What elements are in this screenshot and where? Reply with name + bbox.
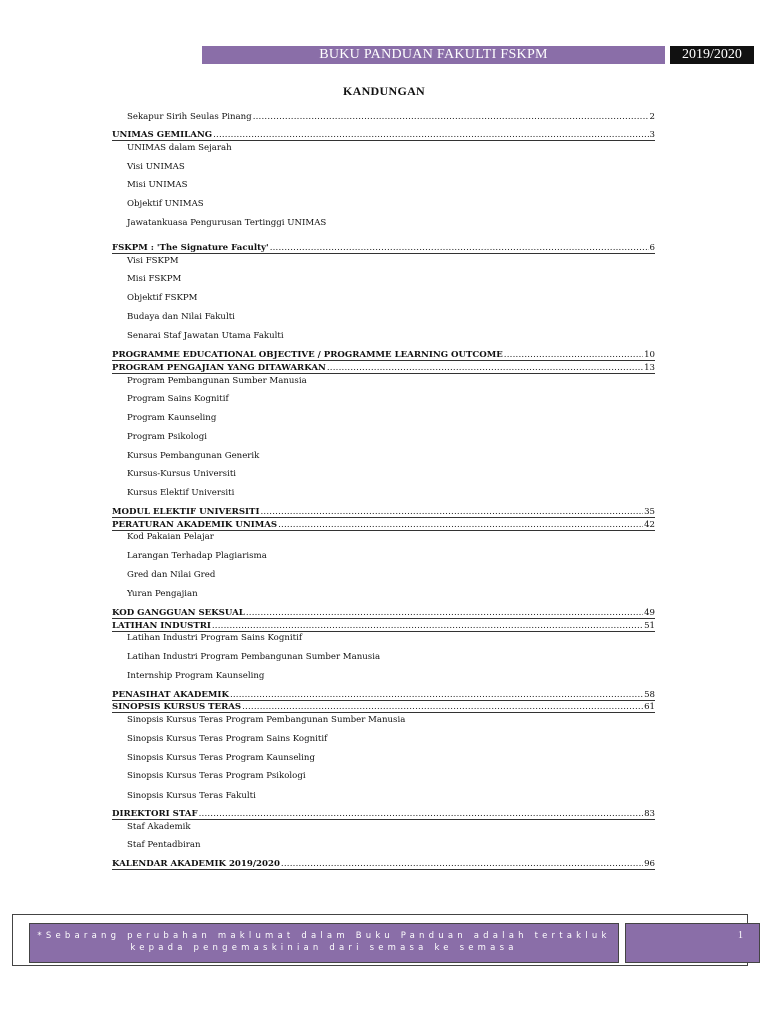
footer-note-line2: kepada pengemaskinian dari semasa ke semasa <box>130 943 518 953</box>
toc-section-page: 49 <box>644 608 655 618</box>
toc-item[interactable]: Sinopsis Kursus Teras Program Pembangunan Sumber Manusia <box>127 715 406 725</box>
toc-section-modul-elektif[interactable] <box>112 506 655 518</box>
footer-page-number: 1 <box>625 923 760 963</box>
toc-section-penasihat-akademik[interactable] <box>112 689 655 701</box>
toc-section-label: PENASIHAT AKADEMIK <box>112 690 229 700</box>
toc-item[interactable]: Kod Pakaian Pelajar <box>127 532 214 542</box>
toc-item[interactable]: Program Kaunseling <box>127 413 217 423</box>
toc-section-direktori-staf[interactable] <box>112 808 655 820</box>
toc-entry-sekapur[interactable] <box>127 111 655 123</box>
toc-section-fskpm[interactable] <box>112 242 655 254</box>
toc-section-label: PROGRAMME EDUCATIONAL OBJECTIVE / PROGRAMME LEARNING OUTCOME <box>112 350 503 360</box>
toc-section-unimas-gemilang[interactable] <box>112 129 655 141</box>
toc-section-label: DIREKTORI STAF <box>112 809 198 819</box>
toc-item[interactable]: Program Sains Kognitif <box>127 394 229 404</box>
toc-item[interactable]: Latihan Industri Program Pembangunan Sumber Manusia <box>127 652 381 662</box>
toc-section-label: MODUL ELEKTIF UNIVERSITI <box>112 507 260 517</box>
toc-section-page: 83 <box>644 809 655 819</box>
footer-note-line1: *Sebarang perubahan maklumat dalam Buku Panduan adalah tertakluk <box>37 931 611 941</box>
toc-item[interactable]: Staf Akademik <box>127 822 191 832</box>
toc-section-label: LATIHAN INDUSTRI <box>112 621 211 631</box>
toc-item[interactable]: Yuran Pengajian <box>127 589 198 599</box>
toc-section-label: UNIMAS GEMILANG <box>112 130 213 140</box>
toc-section-kalendar-akademik[interactable] <box>112 858 655 870</box>
toc-item[interactable]: Sinopsis Kursus Teras Fakulti <box>127 791 256 801</box>
toc-section-page: 61 <box>644 702 655 712</box>
toc-entry-page: 2 <box>649 112 655 122</box>
toc-item[interactable]: Latihan Industri Program Sains Kognitif <box>127 633 303 643</box>
toc-item[interactable]: Gred dan Nilai Gred <box>127 570 216 580</box>
toc-section-label: KALENDAR AKADEMIK 2019/2020 <box>112 859 280 869</box>
toc-item[interactable]: Program Psikologi <box>127 432 207 442</box>
toc-item[interactable]: Misi UNIMAS <box>127 180 188 190</box>
toc-section-page: 42 <box>644 520 655 530</box>
toc-item[interactable]: Jawatankuasa Pengurusan Tertinggi UNIMAS <box>127 218 327 228</box>
toc-section-program-pengajian[interactable] <box>112 362 655 374</box>
toc-section-page: 6 <box>649 243 655 253</box>
toc-section-sinopsis-kursus[interactable] <box>112 701 655 713</box>
toc-section-label: PROGRAM PENGAJIAN YANG DITAWARKAN <box>112 363 326 373</box>
toc-section-label: FSKPM : 'The Signature Faculty' <box>112 243 269 253</box>
toc-section-label: KOD GANGGUAN SEKSUAL <box>112 608 245 618</box>
toc-entry-label: Sekapur Sirih Seulas Pinang <box>127 112 252 122</box>
toc-item[interactable]: Visi UNIMAS <box>127 162 185 172</box>
toc-item[interactable]: Objektif FSKPM <box>127 293 198 303</box>
toc-item[interactable]: Sinopsis Kursus Teras Program Sains Kognitif <box>127 734 328 744</box>
toc-section-label: PERATURAN AKADEMIK UNIMAS <box>112 520 278 530</box>
footer-note <box>29 923 619 963</box>
toc-item[interactable]: Sinopsis Kursus Teras Program Kaunseling <box>127 753 315 763</box>
toc-item[interactable]: Staf Pentadbiran <box>127 840 201 850</box>
toc-item[interactable]: Internship Program Kaunseling <box>127 671 265 681</box>
toc-section-page: 35 <box>644 507 655 517</box>
toc-item[interactable]: Objektif UNIMAS <box>127 199 204 209</box>
toc-item[interactable]: UNIMAS dalam Sejarah <box>127 143 232 153</box>
toc-item[interactable]: Misi FSKPM <box>127 274 182 284</box>
toc-item[interactable]: Budaya dan Nilai Fakulti <box>127 312 235 322</box>
toc-section-latihan-industri[interactable] <box>112 620 655 632</box>
toc-section-page: 96 <box>644 859 655 869</box>
toc-item[interactable]: Kursus Elektif Universiti <box>127 488 235 498</box>
toc-item[interactable]: Visi FSKPM <box>127 256 179 266</box>
toc-section-page: 3 <box>649 130 655 140</box>
header-title-bar: BUKU PANDUAN FAKULTI FSKPM <box>202 46 665 64</box>
toc-section-page: 51 <box>644 621 655 631</box>
toc-item[interactable]: Kursus-Kursus Universiti <box>127 469 237 479</box>
header-year-badge: 2019/2020 <box>670 46 754 64</box>
toc-section-label: SINOPSIS KURSUS TERAS <box>112 702 242 712</box>
toc-section-peraturan-akademik[interactable] <box>112 519 655 531</box>
toc-item[interactable]: Sinopsis Kursus Teras Program Psikologi <box>127 771 306 781</box>
toc-section-page: 13 <box>644 363 655 373</box>
page-footer <box>12 914 748 966</box>
toc-section-kod-gangguan[interactable] <box>112 607 655 619</box>
toc-item[interactable]: Program Pembangunan Sumber Manusia <box>127 376 307 386</box>
toc-item[interactable]: Senarai Staf Jawatan Utama Fakulti <box>127 331 284 341</box>
toc-section-page: 58 <box>644 690 655 700</box>
toc-item[interactable]: Kursus Pembangunan Generik <box>127 451 260 461</box>
toc-item[interactable]: Larangan Terhadap Plagiarisma <box>127 551 267 561</box>
toc-section-peo-plo[interactable] <box>112 349 655 361</box>
toc-title: KANDUNGAN <box>342 84 426 98</box>
toc-section-page: 10 <box>644 350 655 360</box>
